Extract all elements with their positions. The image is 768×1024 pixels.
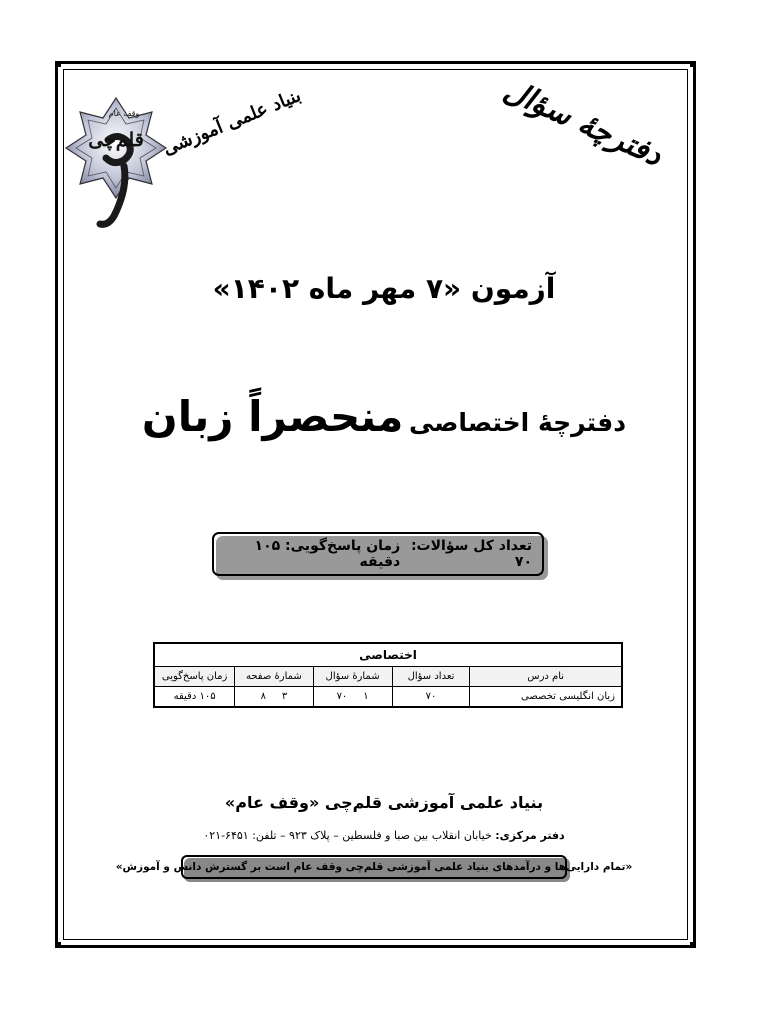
- col-numbers: شمارۀ سؤال: [313, 667, 392, 687]
- table-heading: اختصاصی: [154, 643, 622, 667]
- col-subject: نام درس: [470, 667, 622, 687]
- cell-pages: ۳ ۸: [235, 687, 313, 708]
- cell-numbers: ۱ ۷۰: [313, 687, 392, 708]
- main-title-big: منحصراً زبان: [141, 392, 404, 441]
- info-box: [212, 532, 544, 576]
- foundation-name: بنیاد علمی آموزشی قلم‌چی «وقف عام»: [224, 793, 544, 812]
- booklet-title: دفترچۀ سؤال: [498, 72, 668, 174]
- logo-emblem-text: قلم‌چی: [88, 129, 144, 151]
- border-corner: [55, 942, 61, 948]
- exam-title: آزمون «۷ مهر ماه ۱۴۰۲»: [212, 272, 556, 305]
- cell-time: ۱۰۵ دقیقه: [154, 687, 235, 708]
- total-questions: تعداد کل سؤالات: ۷۰: [410, 538, 532, 570]
- table-header-row: [154, 667, 622, 687]
- answer-time: زمان پاسخ‌گویی: ۱۰۵ دقیقه: [254, 538, 401, 570]
- office-label: دفتر مرکزی:: [495, 829, 565, 842]
- main-title: [0, 392, 768, 441]
- office-address: خیابان انقلاب بین صبا و فلسطین – پلاک ۹۲۳ – تلفن: ۶۴۵۱-۰۲۱: [203, 829, 496, 842]
- border-corner: [690, 942, 696, 948]
- col-count: تعداد سؤال: [392, 667, 470, 687]
- subjects-table: [153, 642, 623, 708]
- table-row: [154, 687, 622, 708]
- border-corner: [55, 61, 61, 67]
- col-time: زمان پاسخ‌گویی: [154, 667, 235, 687]
- cell-count: ۷۰: [392, 687, 470, 708]
- office-address-line: [0, 829, 768, 842]
- assets-note: «تمام دارایی‌ها و درآمدهای بنیاد علمی آموزشی قلم‌چی وقف عام است بر گسترش دانش و آموزش»: [181, 855, 567, 879]
- logo-waqf-text: وقف عام: [108, 109, 140, 118]
- cell-subject: زبان انگلیسی تخصصی: [470, 687, 622, 708]
- logo-caption: بنیاد علمی آموزشی: [160, 85, 304, 160]
- main-title-small: دفترچۀ اختصاصی: [408, 408, 627, 437]
- col-pages: شمارۀ صفحه: [235, 667, 313, 687]
- border-corner: [690, 61, 696, 67]
